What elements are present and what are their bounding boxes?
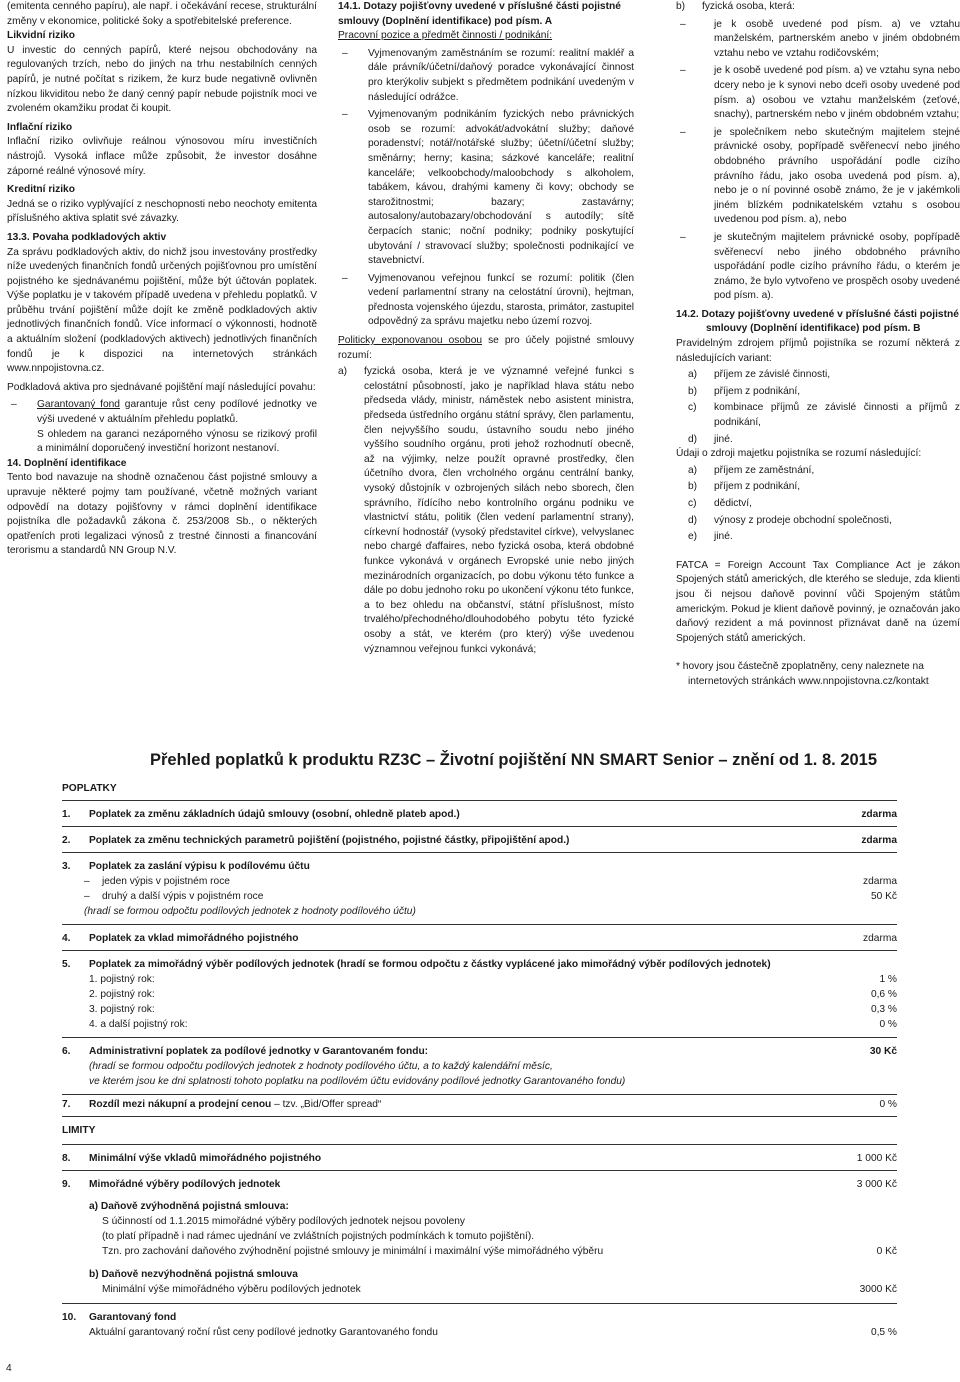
assets-item-e: e) jiné.: [688, 531, 733, 543]
work-position-heading: Pracovní pozice a předmět činnosti / podnikání:: [338, 30, 553, 42]
section-13-3-text: Za správu podkladových aktiv, do nichž jsou investovány prostředky níže uvedených finančních fondů určených pojišťovnou pro umístění pojistného ke sjednávanému pojištění, může být účtován poplatek. Výše poplatku je v takovém případě uvedena v přehledu poplatků. V průběhu trvání pojištění může dojít ke změně podkladových aktiv jednotlivých finančních fondů. Více informací o výkonnosti, hodnotě a aktuálním složení (podkladových aktivech) jednotlivých finančních fondů je k dispozici na internetových stránkách www.nnpojistovna.cz.: [7, 246, 317, 375]
work-item-1: – Vyjmenovaným zaměstnáním se rozumí: realitní makléř a dále právník/účetní/daňový poradce vykonávající činnost pro kterýkoliv subjekt s předmětem podnikání uvedeným v následující odrážce.: [338, 47, 634, 105]
income-item-a: a) příjem ze závislé činnosti,: [688, 369, 831, 381]
pep-item-a: a) fyzická osoba, která je ve významné veřejné funkci s celostátní působností, jako je například hlava státu nebo předseda vlády, ministr, náměstek nebo asistent ministra, předseda ústředního orgánu státní správy, člen parlamentu, člen nejvyššího soudu, ústavního soudu nebo jiného vyššího soudního orgánu, proti jehož rozhodnutí obecně, až na výjimky, nelze použít opravné prostředky, člen účetního dvora, člen vrcholného orgánu centrální banky, vysoký důstojník v ozbrojených silách nebo sborech, člen správního, řídícího nebo kontrolního orgánu podniku ve vlastnictví státu, politik (člen vedení parlamentní strany), církevní hodnostář (vysoký představitel církve), velvyslanec nebo chargé ďaffaires, nebo fyzická osoba, která obdobné funkce vykonává v orgánech Evropské unie nebo jiných mezinárodních organizacích, po dobu výkonu této funkce a dále po dobu jednoho roku po ukončení výkonu této funkce, a to bez ohledu na občanství, státní příslušnost, místo trvalého/přechodného/dlouhodobého pobytu této fyzické osoby a stát, ve kterém (pro který) výše uvedenou významnou veřejnou funkci vykonává;: [338, 366, 634, 655]
liquidity-risk-heading: Likvidní riziko: [7, 30, 75, 42]
section-14-text: Tento bod navazuje na shodně označenou část pojistné smlouvy a upravuje některé pojmy tam používané, včetně možných variant odpovědí na dotazy pojišťovny v rámci doplnění identifikace pojistníka dle požadavků zákona č. 253/2008 Sb., o některých opatřeních proti legalizaci výnosů z trestné činnosti a financování terorismu a standardů NN Group N.V.: [7, 472, 317, 557]
column-left: [7, 0, 317, 559]
inflation-risk-text: Inflační riziko ovlivňuje reálnou výnosovou míru investičních nástrojů. Vysoká inflace může způsobit, že investor dosáhne záporné reálné výnosové míry.: [7, 136, 317, 177]
divider: [62, 1303, 897, 1304]
fatca-text: FATCA = Foreign Account Tax Compliance Act je zákon Spojených států amerických, dle kterého se sleduje, zda klienti jsou či nejsou daňově povinní vůči Spojeným státům americkým. Pokud je klient daňově povinný, je označován jako daňový rezident a má povinnost přiznávat daně na území Spojených států amerických.: [676, 559, 960, 644]
section-13-3-text-2: Podkladová aktiva pro sjednávané pojištění mají následující povahu:: [7, 381, 316, 393]
column-middle: [338, 0, 634, 657]
divider: [62, 1144, 897, 1145]
section-fees-label: POPLATKY: [62, 783, 117, 794]
assets-item-b: b) příjem z podnikání,: [688, 481, 801, 493]
divider: [62, 924, 897, 925]
work-item-3: – Vyjmenovanou veřejnou funkcí se rozumí: politik (člen vedení parlamentní strany na celostátní úrovni), hejtman, přednosta vojenského újezdu, starosta, primátor, zastupitel odpovědný za správu majetku nebo území rozvoj.: [338, 272, 634, 330]
divider: [62, 800, 897, 801]
column-right: [676, 0, 960, 690]
assets-item-a: a) příjem ze zaměstnání,: [688, 464, 815, 476]
work-item-2: – Vyjmenovaným podnikáním fyzických nebo právnických osob se rozumí: advokát/advokátní služby; daňové poradenství; notář/notářské služby; účetní/účetní služby; směnárny; herny; kasina; sázkové kanceláře; realitní kanceláře; velkoobchody/maloobchody s alkoholem, tabákem, kávou, drahými kameny či kovy; obchody se starožitnostmi; bazary; zastavárny; autosalony/autobazary/obchodování s autodíly; sítě čerpacích stanic; noční podniky; podniky poskytující ubytování / stravovací služby; společnosti podnikající ve stavebnictví.: [338, 108, 634, 269]
guaranteed-fund-name: Garantovaný fond: [37, 399, 120, 411]
assets-item-d: d) výnosy z prodeje obchodní společnosti,: [688, 514, 892, 526]
pep-definition: Politicky exponovanou osobou se pro účely pojistné smlouvy rozumí:: [338, 335, 634, 361]
inflation-risk-heading: Inflační riziko: [7, 121, 73, 133]
page-number: 4: [6, 1363, 12, 1374]
section-14-1-heading: 14.1. Dotazy pojišťovny uvedené v příslušné části pojistné smlouvy (Doplnění identifikace) pod písm. A: [338, 1, 621, 27]
income-item-d: d) jiné.: [688, 433, 733, 445]
assets-item-c: c) dědictví,: [688, 498, 752, 509]
guaranteed-fund-item: – Garantovaný fond garantuje růst ceny podílové jednotky ve výši uvedené v aktuálním přehledu poplatků. S ohledem na garanci nezáporného výnosu se rizikový profil a minimální doporučený investiční horizont nestanoví.: [7, 398, 317, 456]
assets-intro: Údaji o zdroji majetku pojistníka se rozumí následující:: [676, 448, 922, 460]
pep-b-item-2: – je k osobě uvedené pod písm. a) ve vztahu syna nebo dcery nebo je k synovi nebo dceři osoby uvedené pod písm. a) osobou ve vztahu manželském (zeťové, snachy), partnerském nebo v jiném obdobném vztahu;: [676, 64, 960, 122]
divider: [62, 826, 897, 827]
income-item-b: b) příjem z podnikání,: [688, 385, 801, 397]
divider: [62, 1170, 897, 1171]
divider: [62, 852, 897, 853]
intro-text: (emitenta cenného papíru), ale např. i očekávání recese, strukturální změny v ekonomice, politické šoky a spotřebitelské preference.: [7, 1, 317, 27]
divider: [62, 1037, 897, 1038]
footnote: * hovory jsou částečně zpoplatněny, ceny naleznete na internetových stránkách www.nnpojistovna.cz/kontakt: [676, 661, 929, 687]
section-14-2-heading: 14.2. Dotazy pojišťovny uvedené v příslušné části pojistné smlouvy (Doplnění identifikace) pod písm. B: [676, 308, 959, 335]
credit-risk-text: Jedná se o riziko vyplývající z neschopnosti nebo neochoty emitenta příslušného aktiva splatit své závazky.: [7, 198, 317, 225]
divider: [62, 950, 897, 951]
section-14-heading: 14. Doplnění identifikace: [7, 457, 127, 469]
pep-b-item-4: – je skutečným majitelem právnické osoby, popřípadě svěřenecví nebo jiného obdobného právního uspořádání podle cizího právního řádu, o kterém je známo, že bylo vytvořeno ve prospěch osoby uvedené pod písm. a).: [676, 231, 960, 304]
guaranteed-fund-note: S ohledem na garanci nezáporného výnosu se rizikový profil a minimální doporučený investiční horizont nestanoví.: [37, 428, 317, 455]
divider: [62, 1116, 897, 1117]
divider: [62, 1094, 897, 1095]
liquidity-risk-text: U investic do cenných papírů, které nejsou obchodovány na regulovaných trzích, nebo do jiných na trhu nestabilních cenných papírů, je nutné počítat s rizikem, že kurz bude negativně ovlivněn nízkou likviditou nebo že daný cenný papír nebude pojistník moci ve zvoleném okamžiku prodat či koupit.: [7, 44, 317, 115]
credit-risk-heading: Kreditní riziko: [7, 184, 75, 196]
pep-b-item-1: – je k osobě uvedené pod písm. a) ve vztahu manželském, partnerském anebo v jiném obdobném vztahu nebo ve vztahu rodičovském;: [676, 18, 960, 62]
section-limits-label: LIMITY: [62, 1125, 96, 1136]
pep-item-b: b) fyzická osoba, která:: [676, 1, 795, 12]
fees-title: Přehled poplatků k produktu RZ3C – Životní pojištění NN SMART Senior – znění od 1. 8. 2015: [150, 751, 878, 769]
pep-b-item-3: – je společníkem nebo skutečným majitelem stejné právnické osoby, popřípadě svěřenecví nebo jiného obdobného právního uspořádání podle cizího právního řádu, jako osoba uvedená pod písm. a), nebo je o ní povinné osobě známo, že je v jakémkoli jiném blízkém podnikatelském vztahu s osobou uvedenou pod písm. a), nebo: [676, 126, 960, 228]
income-item-c: c) kombinace příjmů ze závislé činnosti a příjmů z podnikání,: [688, 402, 960, 429]
section-13-3-heading: 13.3. Povaha podkladových aktiv: [7, 231, 167, 243]
income-intro: Pravidelným zdrojem příjmů pojistníka se rozumí některá z následujících variant:: [676, 338, 960, 364]
